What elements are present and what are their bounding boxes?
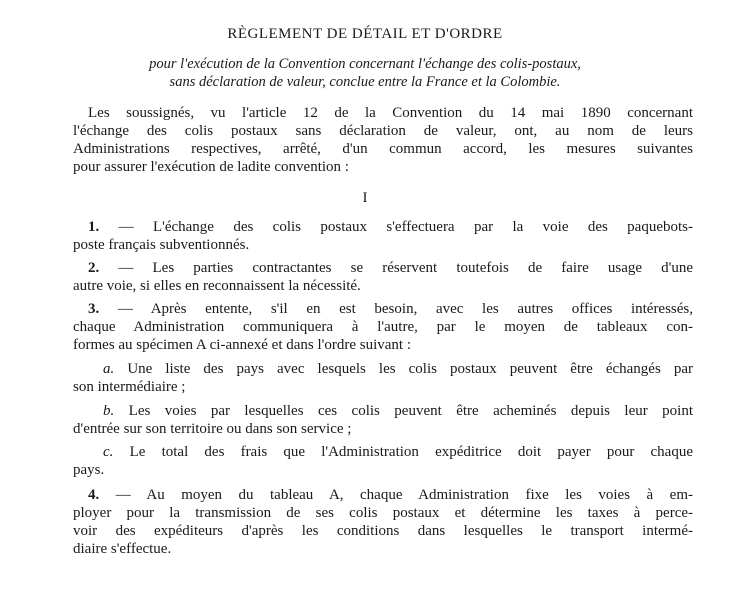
article-1-text: — L'échange des colis postaux s'effectuera par la voie des paquebots- xyxy=(118,219,693,235)
sub-item-a-letter: a. xyxy=(103,361,115,377)
sub-item-b-line-2: d'entrée sur son territoire ou dans son service ; xyxy=(73,421,352,437)
article-2-line-1 xyxy=(88,259,693,277)
article-2-number: 2. xyxy=(88,260,100,276)
sub-item-b-text: Les voies par lesquelles ces colis peuvent être acheminés depuis leur point xyxy=(128,403,693,419)
article-4-text: — Au moyen du tableau A, chaque Administration fixe les voies à em- xyxy=(115,487,693,503)
article-3-line-1 xyxy=(88,300,693,318)
article-1-line-1 xyxy=(88,218,693,236)
article-4-number: 4. xyxy=(88,487,100,503)
preamble-line-3: Administrations respectives, arrêté, d'un commun accord, les mesures suivantes xyxy=(73,141,693,157)
sub-item-b-line-1 xyxy=(103,402,693,420)
article-2-text: — Les parties contractantes se réservent toutefois de faire usage d'une xyxy=(118,260,693,276)
article-3-line-3: formes au spécimen A ci-annexé et dans l'ordre suivant : xyxy=(73,337,412,353)
sub-item-c-letter: c. xyxy=(103,444,114,460)
article-4-line-4: diaire s'effectue. xyxy=(73,541,172,557)
article-4-line-3: voir des expéditeurs d'après les conditions dans lesquelles le transport intermé- xyxy=(73,523,693,539)
document-subtitle-line-2: sans déclaration de valeur, conclue entre la France et la Colombie. xyxy=(169,74,561,90)
article-3-number: 3. xyxy=(88,301,100,317)
sub-item-c-text: Le total des frais que l'Administration expéditrice doit payer pour chaque xyxy=(129,444,693,460)
article-3-text: — Après entente, s'il en est besoin, avec les autres offices intéressés, xyxy=(117,301,694,317)
preamble-line-1: Les soussignés, vu l'article 12 de la Convention du 14 mai 1890 concernant xyxy=(88,105,693,121)
document-title: RÈGLEMENT DE DÉTAIL ET D'ORDRE xyxy=(227,26,503,42)
sub-item-b-letter: b. xyxy=(103,403,115,419)
sub-item-a-text: Une liste des pays avec lesquels les colis postaux peuvent être échangés par xyxy=(127,361,694,377)
sub-item-a-line-2: son intermédiaire ; xyxy=(73,379,186,395)
sub-item-c-line-2: pays. xyxy=(73,462,105,478)
preamble-line-4: pour assurer l'exécution de ladite convention : xyxy=(73,159,349,175)
sub-item-c-line-1 xyxy=(103,443,693,461)
article-4-line-1 xyxy=(88,486,693,504)
document-subtitle-line-1: pour l'exécution de la Convention concernant l'échange des colis-postaux, xyxy=(149,56,581,72)
article-2-line-2: autre voie, si elles en reconnaissent la nécessité. xyxy=(73,278,361,294)
preamble-line-2: l'échange des colis postaux sans déclaration de valeur, ont, au nom de leurs xyxy=(73,123,693,139)
article-3-line-2: chaque Administration communiquera à l'autre, par le moyen de tableaux con- xyxy=(73,319,693,335)
sub-item-a-line-1 xyxy=(103,360,693,378)
section-number: I xyxy=(362,190,368,206)
article-4-line-2: ployer pour la transmission de ses colis postaux et détermine les taxes à perce- xyxy=(73,505,693,521)
article-1-number: 1. xyxy=(88,219,100,235)
article-1-line-2: poste français subventionnés. xyxy=(73,237,250,253)
